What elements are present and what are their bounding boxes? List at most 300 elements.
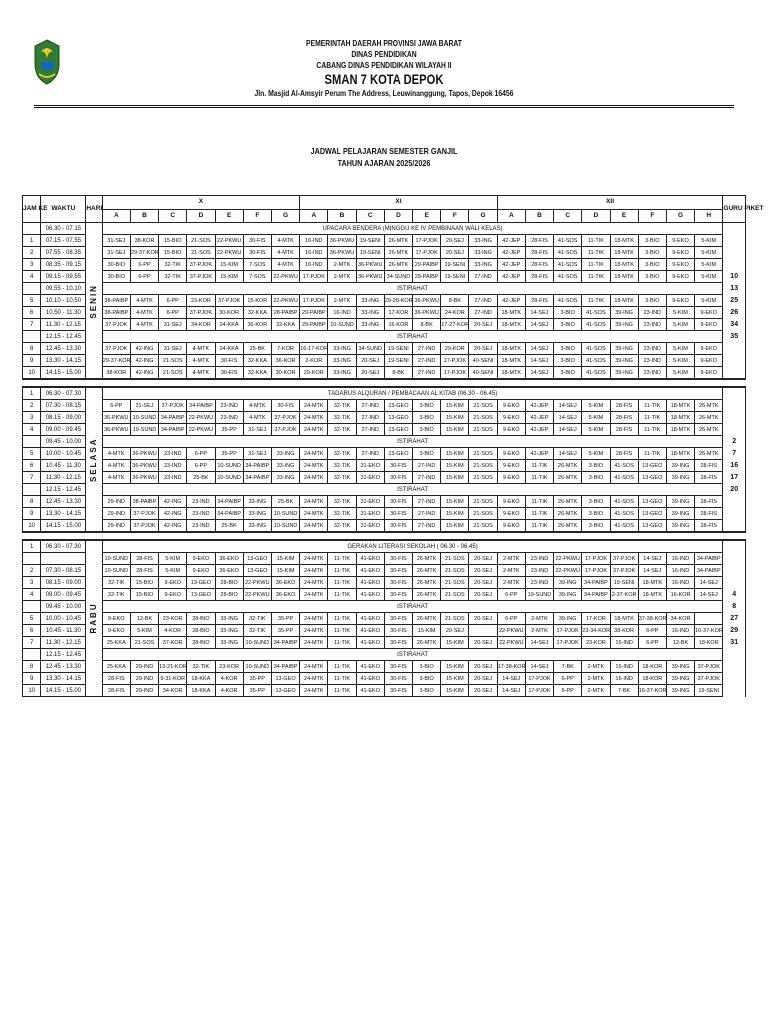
cell-xii-e: 18-MTK [610,259,638,271]
cell-xii-f: 23-IND [638,343,666,355]
cell-x-b: 42-ING [130,343,158,355]
cell-xi-f: 15-KIM [441,400,469,412]
cell-xi-e: 29-PAIBP [413,259,441,271]
period-number: 7 [23,319,41,331]
cell-xi-c: 31-EKO [356,520,384,533]
cell-xi-b: 11-TIK [328,577,356,589]
period-number [23,331,41,343]
cell-xii-g: 9-EKO [666,247,694,259]
cell-xi-g: 20-SEJ [469,613,497,625]
cell-x-a: 4-MTK [102,460,130,472]
period-number: 2 [23,565,41,577]
cell-x-f: 32-KKA [243,355,271,367]
cell-xii-d: 17-PJOK [582,565,610,577]
period-time: 06.30 - 07.15 [41,223,86,235]
cell-xii-b: 11-TIK [525,508,553,520]
class-xi-a: A [300,209,328,223]
cell-x-d: 23-KOR [187,295,215,307]
cell-xii-b: 28-FIS [525,259,553,271]
period-time: 12.45 - 13.30 [41,343,86,355]
class-xii-b: B [525,209,553,223]
cell-xii-e: 18-MTK [610,271,638,283]
cell-xii-b: 19-SUND [525,589,553,601]
cell-x-b: 12-BK [130,613,158,625]
cell-xii-d: 5-KIM [582,448,610,460]
period-time: 09.45 - 10.00 [41,601,86,613]
cell-xi-b: 11-TIK [328,565,356,577]
cell-xi-f: 15-KIM [441,460,469,472]
period-number: 5 [23,448,41,460]
col-guru-piket: GURU PIKET [723,196,746,223]
cell-xi-b: 11-TIK [328,673,356,685]
cell-xi-e: 26-MTK [413,589,441,601]
cell-xii-c: 22-PKWU [554,565,582,577]
school-address: Jln. Masjid Al-Amsyir Perum The Address, Leuwinanggung, Tapos, Depok 16456 [254,89,514,98]
cell-x-b: 5-KIM [130,625,158,637]
cell-xii-h: 5-KIM [695,295,723,307]
cell-xi-e: 27-IND [413,355,441,367]
cell-x-c: 5-KIM [159,565,187,577]
cell-x-f: 4-MTK [243,412,271,424]
cell-xi-d: 19-SENI [384,343,412,355]
cell-x-d: 37-PJOK [187,307,215,319]
cell-x-b: 6-PP [130,271,158,283]
cell-x-e: 25-BK [215,520,243,533]
cell-x-g: 33-ING [271,460,299,472]
cell-xii-b: 11-TIK [525,496,553,508]
cell-x-e: 10-SUND [215,460,243,472]
cell-x-a: 37-PJOK [102,343,130,355]
cell-x-d: 4-MTK [187,355,215,367]
cell-x-c: 6-PP [159,307,187,319]
guru-piket-number [723,553,746,565]
period-time: 13.30 - 14.15 [41,355,86,367]
cell-x-c: 4-KOR [159,625,187,637]
cell-xii-e: 39-ING [610,367,638,380]
cell-xii-c: 3-BIO [554,355,582,367]
cell-x-e: 24-KKA [215,343,243,355]
cell-xi-e: 3-BIO [413,448,441,460]
cell-xi-e: 27-IND [413,460,441,472]
letterhead-divider [34,105,734,108]
period-time: 07.30 - 08.15 [41,565,86,577]
cell-x-a: 38-PAIBP [102,295,130,307]
cell-x-g: 10-SUND [271,520,299,533]
cell-xi-a: 24-MTK [300,520,328,533]
cell-x-f: 36-KOR [243,319,271,331]
cell-xii-h [695,613,723,625]
cell-xii-b: 2-MTK [525,625,553,637]
period-number: 4 [23,424,41,436]
cell-x-g: 4-MTK [271,235,299,247]
day-separator [23,532,746,540]
cell-xii-g: 5-KIM [666,319,694,331]
guru-piket-number: 2 [723,436,746,448]
cell-xii-g: 39-ING [666,685,694,697]
cell-x-c: 42-ING [159,496,187,508]
cell-xi-f: 20-SEJ [441,625,469,637]
cell-xi-d: 30-FIS [384,565,412,577]
cell-xi-b: 32-TIK [328,472,356,484]
cell-xii-d: 3-BIO [582,496,610,508]
cell-xii-a: 9-EKO [497,460,525,472]
guru-piket-number [723,424,746,436]
cell-x-e: 24-KKA [215,319,243,331]
cell-xi-f: 15-KIM [441,685,469,697]
cell-x-a: 32-TIK [102,589,130,601]
class-xii-h: H [695,209,723,223]
guru-piket-number [723,387,746,400]
schedule-row [23,235,746,247]
cell-xi-e: 3-BIO [413,412,441,424]
cell-xii-h: 26-MTK [695,448,723,460]
cell-x-c: 23-IND [159,448,187,460]
cell-xi-e: 27-IND [413,343,441,355]
cell-xi-c: 27-IND [356,412,384,424]
cell-xi-a: 24-MTK [300,673,328,685]
cell-xii-a: 22-PKWU [497,625,525,637]
cell-xii-b: 11-TIK [525,520,553,533]
cell-xii-d: 23-KOR [582,637,610,649]
cell-xi-c: 41-EKO [356,565,384,577]
cell-xii-e: 28-FIS [610,400,638,412]
cell-xii-g: 9-EKO [666,235,694,247]
cell-x-c: 34-PAIBP [159,424,187,436]
cell-xii-c: 3-BIO [554,343,582,355]
cell-xi-d: 30-FIS [384,589,412,601]
period-time: 07.55 - 08.35 [41,247,86,259]
cell-xii-f: 18-MTK [638,577,666,589]
schedule-row [23,577,746,589]
cell-xi-e: 26-MTK [413,637,441,649]
cell-xi-g: 21-SOS [469,460,497,472]
cell-xi-f: 15-KIM [441,424,469,436]
academic-year: TAHUN AJARAN 2025/2026 [337,158,431,168]
cell-x-e: 33-ING [215,625,243,637]
cell-xii-e: 16-IND [610,637,638,649]
cell-xi-d: 29-28-KOR [384,295,412,307]
cell-xi-d: 30-FIS [384,613,412,625]
cell-x-b: 10-SUND [130,424,158,436]
cell-x-e: 22-PKWU [215,235,243,247]
cell-x-f: 35-PP [243,685,271,697]
cell-xi-d: 30-FIS [384,625,412,637]
cell-xii-h: 9-EKO [695,319,723,331]
period-time: 12.45 - 13.30 [41,661,86,673]
cell-x-f: 32-KKA [243,307,271,319]
schedule-row [23,331,746,343]
cell-x-f: 22-PKWU [243,589,271,601]
cell-x-c: 15-BIO [159,247,187,259]
cell-xi-g: 21-SOS [469,412,497,424]
period-number: 10 [23,685,41,697]
cell-xii-e: 41-SOS [610,472,638,484]
cell-xi-c: 27-IND [356,400,384,412]
cell-xii-f: 3-BIO [638,247,666,259]
cell-xii-d: 5-KIM [582,412,610,424]
cell-xii-f: 13-GEO [638,460,666,472]
cell-xii-h: 26-MTK [695,412,723,424]
cell-xii-b: 28-FIS [525,271,553,283]
document-title: JADWAL PELAJARAN SEMESTER GANJIL [310,146,458,156]
cell-xii-h: 37-PJOK [695,661,723,673]
cell-x-b: 36-PKWU [130,448,158,460]
class-xii-e: E [610,209,638,223]
cell-xii-f: 23-IND [638,355,666,367]
cell-xii-g: 9-EKO [666,271,694,283]
cell-x-e: 23-IND [215,412,243,424]
cell-xii-e: 37-PJOK [610,565,638,577]
cell-x-d: 34-KOR [187,319,215,331]
cell-xii-g: 34-KOR [666,613,694,625]
cell-x-b: 15-BIO [130,577,158,589]
cell-xi-a: 16-IND [300,235,328,247]
cell-xi-f: 20-SEJ [441,235,469,247]
cell-x-f: 10-SUND [243,661,271,673]
cell-xii-f: 13-GEO [638,508,666,520]
cell-x-c: 9-EKO [159,589,187,601]
cell-x-g: 34-PAIBP [271,661,299,673]
cell-xi-b: 33-ING [328,367,356,380]
cell-xi-g: 20-SEJ [469,661,497,673]
cell-x-a: 9-EKO [102,613,130,625]
cell-x-f: 32-TIK [243,625,271,637]
cell-xii-b: 11-TIK [525,460,553,472]
cell-x-g: 30-KOR [271,367,299,380]
cell-x-d: 37-PJOK [187,259,215,271]
guru-piket-number: 31 [723,637,746,649]
cell-x-d: 28-BIO [187,637,215,649]
cell-xii-f: 13-GEO [638,472,666,484]
cell-x-f: 35-PP [243,673,271,685]
cell-x-a: 25-KKA [102,637,130,649]
cell-xii-h: 34-PAIBP [695,553,723,565]
cell-xii-g: 12-BK [666,637,694,649]
cell-x-b: 29-IND [130,673,158,685]
cell-xii-g: 18-MTK [666,400,694,412]
cell-xi-e: 8-BK [413,319,441,331]
cell-xii-d: 2-MTK [582,661,610,673]
cell-x-a: 30-BIO [102,271,130,283]
guru-piket-number [723,355,746,367]
guru-piket-number [723,343,746,355]
cell-xi-d: 34-SUND [384,271,412,283]
cell-xii-c: 14-SEJ [554,448,582,460]
cell-xii-f: 37-38-KOR [638,613,666,625]
cell-xii-d: 41-SOS [582,343,610,355]
cell-xii-a: 9-EKO [497,496,525,508]
cell-xi-f: 21-SOS [441,589,469,601]
cell-xi-a: 24-MTK [300,553,328,565]
guru-piket-number: 20 [723,484,746,496]
cell-xi-a: 24-MTK [300,448,328,460]
guru-piket-number [723,367,746,380]
cell-xi-a: 24-MTK [300,424,328,436]
cell-xii-c: 41-SOS [554,271,582,283]
class-x-g: G [271,209,299,223]
cell-xii-c: 39-ING [554,577,582,589]
col-hari: HARI [86,196,102,223]
cell-xii-f: 11-TIK [638,400,666,412]
cell-xi-b: 32-TIK [328,424,356,436]
schedule-row [23,685,746,697]
col-waktu: WAKTU [41,196,86,223]
cell-xii-a: 18-MTK [497,355,525,367]
period-number: 1 [23,235,41,247]
cell-x-g: 32-KKA [271,319,299,331]
cell-x-e: 23-KOR [215,661,243,673]
class-xii-a: A [497,209,525,223]
cell-xi-b: 33-ING [328,355,356,367]
cell-x-e: 23-IND [215,400,243,412]
cell-x-a: 10-SUND [102,565,130,577]
day-separator-line [23,532,746,540]
cell-xii-h: 14-SEJ [695,589,723,601]
period-time: 10.45 - 11.30 [41,460,86,472]
cell-xi-f: 15-KIM [441,661,469,673]
cell-xii-e: 16-IND [610,673,638,685]
cell-xii-d: 3-BIO [582,508,610,520]
cell-x-g: 37-PJOK [271,424,299,436]
cell-xii-f: 23-IND [638,307,666,319]
cell-xii-c: 7-BK [554,661,582,673]
cell-xi-b: 16-IND [328,307,356,319]
cell-xii-f: 11-TIK [638,412,666,424]
cell-xii-e: 41-SOS [610,520,638,533]
cell-xi-f: 8-BK [441,295,469,307]
cell-x-c: 37-PJOK [159,400,187,412]
cell-x-g: 37-PJOK [271,412,299,424]
guru-piket-number: 16 [723,460,746,472]
cell-xi-d: 17-KOR [384,307,412,319]
cell-xii-b: 11-TIK [525,472,553,484]
cell-xi-c: 19-SENI [356,235,384,247]
cell-xi-c: 36-PKWU [356,259,384,271]
cell-x-d: 18-KKA [187,685,215,697]
cell-xii-e: 38-KOR [610,625,638,637]
cell-xii-b: 28-FIS [525,295,553,307]
cell-xii-f: 3-BIO [638,259,666,271]
cell-xi-e: 3-BIO [413,424,441,436]
cell-xi-e: 26-MTK [413,613,441,625]
cell-xii-d: 41-SOS [582,367,610,380]
cell-x-g: 13-GEO [271,673,299,685]
cell-xi-d: 30-FIS [384,460,412,472]
cell-xii-c: 41-SOS [554,295,582,307]
schedule-row [23,387,746,400]
cell-x-b: 4-MTK [130,307,158,319]
period-time: 13.30 - 14.15 [41,508,86,520]
schedule-row [23,661,746,673]
cell-xii-b: 28-FIS [525,235,553,247]
cell-x-c: 5-KIM [159,553,187,565]
cell-xi-a: 24-MTK [300,637,328,649]
cell-xi-c: 31-EKO [356,496,384,508]
cell-x-b: 29-IND [130,685,158,697]
period-number: 5 [23,613,41,625]
cell-xi-g: 21-SOS [469,400,497,412]
guru-piket-number: 4 [723,589,746,601]
cell-x-e: 4-KOR [215,685,243,697]
cell-xi-f: 19-SENI [441,271,469,283]
cell-xii-c: 22-PKWU [554,553,582,565]
class-xi-c: C [356,209,384,223]
cell-xii-f: 18-KOR [638,673,666,685]
cell-x-c: 31-SEJ [159,319,187,331]
cell-xi-g: 20-SEJ [469,343,497,355]
cell-xii-c: 6-PP [554,673,582,685]
cell-xi-a: 24-MTK [300,577,328,589]
cell-x-c: 23-KOR [159,613,187,625]
cell-xii-a: 9-EKO [497,508,525,520]
period-number: 8 [23,343,41,355]
cell-x-c: 13-21-KOR [159,661,187,673]
guru-piket-number [723,235,746,247]
period-time [41,553,86,565]
cell-xi-b: 32-TIK [328,400,356,412]
period-number: 9 [23,673,41,685]
class-xii-f: F [638,209,666,223]
cell-xii-g: 39-ING [666,496,694,508]
cell-xii-c: 3-BIO [554,367,582,380]
cell-x-d: 21-SOS [187,235,215,247]
cell-xii-e: 39-ING [610,343,638,355]
cell-xii-d: 34-PAIBP [582,589,610,601]
cell-xii-h: 28-FIS [695,472,723,484]
guru-piket-number [723,565,746,577]
cell-x-c: 32-TIK [159,259,187,271]
cell-xi-g: 21-SOS [469,448,497,460]
cell-xi-f: 29-KOR [441,343,469,355]
schedule-row [23,271,746,283]
cell-xii-c: 26-MTK [554,460,582,472]
cell-xii-d: 17-PJOK [582,553,610,565]
cell-xii-b: 14-SEJ [525,319,553,331]
period-time: 07.15 - 07.55 [41,235,86,247]
cell-xii-b: 28-FIS [525,247,553,259]
cell-xii-c: 39-ING [554,613,582,625]
period-number: 5 [23,295,41,307]
cell-x-f: 34-PAIBP [243,472,271,484]
cell-xii-d: 3-BIO [582,520,610,533]
cell-xi-d: 26-MTK [384,247,412,259]
cell-xii-b: 42-JEP [525,424,553,436]
cell-xi-a: 29-PAIBP [300,307,328,319]
cell-xii-g: 5-KIM [666,307,694,319]
cell-x-f: 31-SEJ [243,448,271,460]
cell-xi-a: 29-KOR [300,367,328,380]
cell-xi-b: 36-PKWU [328,235,356,247]
cell-xi-d: 30-FIS [384,685,412,697]
cell-xii-e: 18-MTK [610,235,638,247]
cell-xii-a: 14-SEJ [497,685,525,697]
cell-xi-e: 36-PKWU [413,307,441,319]
cell-xii-a: 18-MTK [497,367,525,380]
cell-x-g: 34-PAIBP [271,637,299,649]
guru-piket-number [723,223,746,235]
header-row [23,196,746,210]
cell-xii-a: 14-SEJ [497,673,525,685]
schedule-row [23,508,746,520]
cell-xi-e: 3-BIO [413,673,441,685]
guru-piket-number [723,520,746,533]
cell-x-f: 34-PAIBP [243,460,271,472]
class-x-b: B [130,209,158,223]
cell-xii-g: 16-IND [666,565,694,577]
guru-piket-number [723,400,746,412]
cell-x-a: 9-EKO [102,625,130,637]
guru-piket-number: 34 [723,319,746,331]
